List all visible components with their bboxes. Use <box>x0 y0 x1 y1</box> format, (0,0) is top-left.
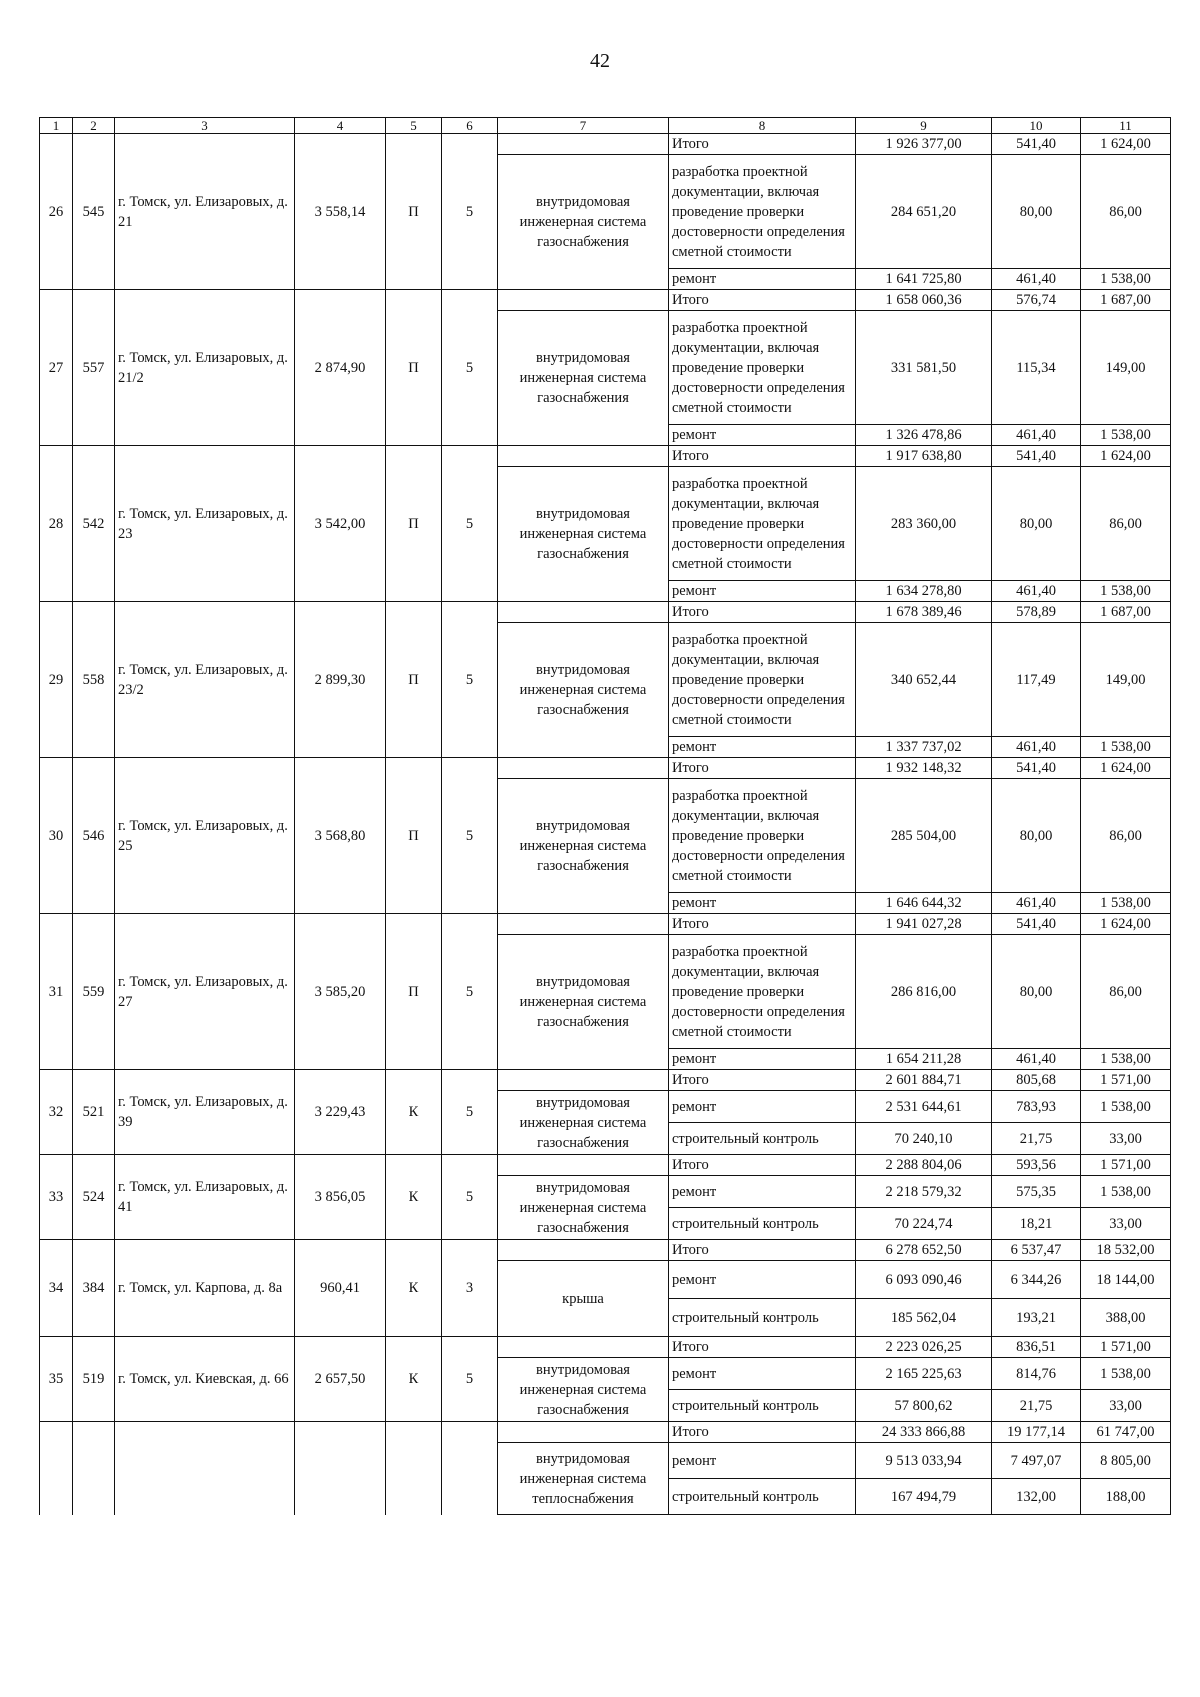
unit-cost-cell: 6 344,26 <box>992 1261 1081 1299</box>
work-name-cell: ремонт <box>669 893 856 914</box>
limit-cost-cell: 33,00 <box>1081 1390 1171 1422</box>
area-cell: 3 558,14 <box>295 134 386 290</box>
total-row <box>40 290 1171 311</box>
system-name-cell: внутридомовая инженерная система газоснабжения <box>498 779 669 914</box>
system-blank-cell <box>498 134 669 155</box>
unit-cost-cell: 576,74 <box>992 290 1081 311</box>
limit-cost-cell: 1 571,00 <box>1081 1070 1171 1091</box>
cost-cell: 57 800,62 <box>856 1390 992 1422</box>
system-blank-cell <box>498 1155 669 1176</box>
system-blank-cell <box>498 914 669 935</box>
work-name-cell: разработка проектной документации, включая проведение проверки достоверности определения сметной стоимости <box>669 623 856 737</box>
floors-cell: 5 <box>442 1070 498 1155</box>
area-cell: 3 585,20 <box>295 914 386 1070</box>
limit-cost-cell: 18 144,00 <box>1081 1261 1171 1299</box>
limit-cost-cell: 188,00 <box>1081 1479 1171 1515</box>
system-name-cell: внутридомовая инженерная система газоснабжения <box>498 1358 669 1422</box>
work-name-cell: ремонт <box>669 1261 856 1299</box>
address-cell: г. Томск, ул. Елизаровых, д. 21 <box>115 134 295 290</box>
total-label-cell: Итого <box>669 758 856 779</box>
limit-cost-cell: 1 538,00 <box>1081 893 1171 914</box>
unit-cost-cell: 193,21 <box>992 1299 1081 1337</box>
system-blank-cell <box>498 758 669 779</box>
system-blank-cell <box>498 602 669 623</box>
address-cell: г. Томск, ул. Елизаровых, д. 23 <box>115 446 295 602</box>
floors-cell: 5 <box>442 134 498 290</box>
work-name-cell: ремонт <box>669 1443 856 1479</box>
house-id-cell: 542 <box>73 446 115 602</box>
unit-cost-cell: 7 497,07 <box>992 1443 1081 1479</box>
row-number-cell: 35 <box>40 1337 73 1422</box>
cost-cell: 167 494,79 <box>856 1479 992 1515</box>
cost-cell: 2 601 884,71 <box>856 1070 992 1091</box>
limit-cost-cell: 86,00 <box>1081 155 1171 269</box>
total-label-cell: Итого <box>669 914 856 935</box>
system-name-cell: внутридомовая инженерная система газоснабжения <box>498 1176 669 1240</box>
row-number-cell: 29 <box>40 602 73 758</box>
total-row <box>40 1070 1171 1091</box>
row-number-cell: 34 <box>40 1240 73 1337</box>
cost-cell: 70 224,74 <box>856 1208 992 1240</box>
work-type-cell: П <box>386 290 442 446</box>
unit-cost-cell: 21,75 <box>992 1123 1081 1155</box>
cost-cell: 285 504,00 <box>856 779 992 893</box>
cost-cell: 1 932 148,32 <box>856 758 992 779</box>
unit-cost-cell: 593,56 <box>992 1155 1081 1176</box>
unit-cost-cell: 805,68 <box>992 1070 1081 1091</box>
cost-cell: 6 093 090,46 <box>856 1261 992 1299</box>
row-number-cell: 32 <box>40 1070 73 1155</box>
cost-cell: 2 288 804,06 <box>856 1155 992 1176</box>
total-label-cell: Итого <box>669 1070 856 1091</box>
area-cell: 3 856,05 <box>295 1155 386 1240</box>
total-label-cell: Итого <box>669 1155 856 1176</box>
system-name-cell: внутридомовая инженерная система газоснабжения <box>498 1091 669 1155</box>
cost-cell: 1 326 478,86 <box>856 425 992 446</box>
unit-cost-cell: 461,40 <box>992 893 1081 914</box>
house-id-cell: 384 <box>73 1240 115 1337</box>
address-cell: г. Томск, ул. Карпова, д. 8а <box>115 1240 295 1337</box>
house-id-cell <box>73 1422 115 1515</box>
cost-cell: 1 678 389,46 <box>856 602 992 623</box>
cost-cell: 2 223 026,25 <box>856 1337 992 1358</box>
row-number-cell: 30 <box>40 758 73 914</box>
area-cell: 2 657,50 <box>295 1337 386 1422</box>
limit-cost-cell: 1 571,00 <box>1081 1337 1171 1358</box>
floors-cell <box>442 1422 498 1515</box>
limit-cost-cell: 1 538,00 <box>1081 269 1171 290</box>
unit-cost-cell: 541,40 <box>992 758 1081 779</box>
limit-cost-cell: 86,00 <box>1081 467 1171 581</box>
house-id-cell: 557 <box>73 290 115 446</box>
unit-cost-cell: 132,00 <box>992 1479 1081 1515</box>
cost-cell: 1 654 211,28 <box>856 1049 992 1070</box>
total-label-cell: Итого <box>669 290 856 311</box>
work-name-cell: строительный контроль <box>669 1123 856 1155</box>
cost-cell: 1 658 060,36 <box>856 290 992 311</box>
cost-cell: 331 581,50 <box>856 311 992 425</box>
work-name-cell: строительный контроль <box>669 1299 856 1337</box>
column-header-8: 8 <box>669 118 856 134</box>
cost-cell: 2 165 225,63 <box>856 1358 992 1390</box>
limit-cost-cell: 33,00 <box>1081 1123 1171 1155</box>
cost-cell: 185 562,04 <box>856 1299 992 1337</box>
column-header-10: 10 <box>992 118 1081 134</box>
column-header-3: 3 <box>115 118 295 134</box>
row-number-cell: 27 <box>40 290 73 446</box>
unit-cost-cell: 80,00 <box>992 779 1081 893</box>
unit-cost-cell: 19 177,14 <box>992 1422 1081 1443</box>
limit-cost-cell: 1 538,00 <box>1081 425 1171 446</box>
unit-cost-cell: 461,40 <box>992 737 1081 758</box>
work-name-cell: разработка проектной документации, включая проведение проверки достоверности определения сметной стоимости <box>669 935 856 1049</box>
total-row <box>40 446 1171 467</box>
limit-cost-cell: 86,00 <box>1081 935 1171 1049</box>
unit-cost-cell: 461,40 <box>992 581 1081 602</box>
cost-cell: 70 240,10 <box>856 1123 992 1155</box>
unit-cost-cell: 461,40 <box>992 425 1081 446</box>
floors-cell: 5 <box>442 290 498 446</box>
house-id-cell: 546 <box>73 758 115 914</box>
address-cell: г. Томск, ул. Елизаровых, д. 41 <box>115 1155 295 1240</box>
work-name-cell: строительный контроль <box>669 1390 856 1422</box>
unit-cost-cell: 80,00 <box>992 935 1081 1049</box>
work-schedule-table <box>39 117 1171 1515</box>
limit-cost-cell: 1 624,00 <box>1081 758 1171 779</box>
limit-cost-cell: 1 538,00 <box>1081 1176 1171 1208</box>
floors-cell: 5 <box>442 1155 498 1240</box>
page-number: 42 <box>590 50 610 72</box>
unit-cost-cell: 461,40 <box>992 269 1081 290</box>
work-name-cell: разработка проектной документации, включая проведение проверки достоверности определения сметной стоимости <box>669 467 856 581</box>
unit-cost-cell: 814,76 <box>992 1358 1081 1390</box>
column-header-4: 4 <box>295 118 386 134</box>
work-name-cell: ремонт <box>669 1091 856 1123</box>
limit-cost-cell: 33,00 <box>1081 1208 1171 1240</box>
limit-cost-cell: 1 624,00 <box>1081 134 1171 155</box>
unit-cost-cell: 115,34 <box>992 311 1081 425</box>
work-type-cell: К <box>386 1337 442 1422</box>
unit-cost-cell: 578,89 <box>992 602 1081 623</box>
table-body <box>40 118 1171 1515</box>
row-number-cell: 28 <box>40 446 73 602</box>
system-name-cell: крыша <box>498 1261 669 1337</box>
total-row <box>40 1337 1171 1358</box>
work-type-cell: П <box>386 446 442 602</box>
work-name-cell: ремонт <box>669 581 856 602</box>
floors-cell: 5 <box>442 758 498 914</box>
house-id-cell: 558 <box>73 602 115 758</box>
column-header-2: 2 <box>73 118 115 134</box>
cost-cell: 286 816,00 <box>856 935 992 1049</box>
limit-cost-cell: 149,00 <box>1081 311 1171 425</box>
system-name-cell: внутридомовая инженерная система газоснабжения <box>498 311 669 446</box>
house-id-cell: 519 <box>73 1337 115 1422</box>
house-id-cell: 521 <box>73 1070 115 1155</box>
floors-cell: 5 <box>442 1337 498 1422</box>
system-name-cell: внутридомовая инженерная система газоснабжения <box>498 467 669 602</box>
unit-cost-cell: 18,21 <box>992 1208 1081 1240</box>
system-blank-cell <box>498 290 669 311</box>
cost-cell: 1 641 725,80 <box>856 269 992 290</box>
limit-cost-cell: 1 538,00 <box>1081 1049 1171 1070</box>
system-blank-cell <box>498 446 669 467</box>
limit-cost-cell: 18 532,00 <box>1081 1240 1171 1261</box>
limit-cost-cell: 1 571,00 <box>1081 1155 1171 1176</box>
address-cell: г. Томск, ул. Елизаровых, д. 27 <box>115 914 295 1070</box>
column-header-11: 11 <box>1081 118 1171 134</box>
work-name-cell: ремонт <box>669 1049 856 1070</box>
header-row <box>40 118 1171 134</box>
work-type-cell: К <box>386 1070 442 1155</box>
total-label-cell: Итого <box>669 1240 856 1261</box>
system-blank-cell <box>498 1337 669 1358</box>
unit-cost-cell: 6 537,47 <box>992 1240 1081 1261</box>
cost-cell: 1 337 737,02 <box>856 737 992 758</box>
cost-cell: 9 513 033,94 <box>856 1443 992 1479</box>
system-blank-cell <box>498 1422 669 1443</box>
area-cell <box>295 1422 386 1515</box>
floors-cell: 3 <box>442 1240 498 1337</box>
total-row <box>40 1240 1171 1261</box>
area-cell: 3 229,43 <box>295 1070 386 1155</box>
unit-cost-cell: 783,93 <box>992 1091 1081 1123</box>
work-type-cell: П <box>386 758 442 914</box>
cost-cell: 24 333 866,88 <box>856 1422 992 1443</box>
cost-cell: 1 917 638,80 <box>856 446 992 467</box>
area-cell: 3 542,00 <box>295 446 386 602</box>
row-number-cell: 26 <box>40 134 73 290</box>
cost-cell: 2 218 579,32 <box>856 1176 992 1208</box>
cost-cell: 340 652,44 <box>856 623 992 737</box>
work-name-cell: ремонт <box>669 1176 856 1208</box>
cost-cell: 284 651,20 <box>856 155 992 269</box>
row-number-cell: 33 <box>40 1155 73 1240</box>
house-id-cell: 545 <box>73 134 115 290</box>
unit-cost-cell: 80,00 <box>992 155 1081 269</box>
limit-cost-cell: 1 538,00 <box>1081 737 1171 758</box>
total-row <box>40 1155 1171 1176</box>
limit-cost-cell: 388,00 <box>1081 1299 1171 1337</box>
work-type-cell: П <box>386 602 442 758</box>
limit-cost-cell: 8 805,00 <box>1081 1443 1171 1479</box>
total-label-cell: Итого <box>669 1422 856 1443</box>
limit-cost-cell: 1 538,00 <box>1081 581 1171 602</box>
work-name-cell: строительный контроль <box>669 1208 856 1240</box>
address-cell: г. Томск, ул. Елизаровых, д. 39 <box>115 1070 295 1155</box>
address-cell: г. Томск, ул. Елизаровых, д. 21/2 <box>115 290 295 446</box>
cost-cell: 283 360,00 <box>856 467 992 581</box>
address-cell: г. Томск, ул. Елизаровых, д. 23/2 <box>115 602 295 758</box>
work-name-cell: разработка проектной документации, включая проведение проверки достоверности определения сметной стоимости <box>669 155 856 269</box>
total-row <box>40 1422 1171 1443</box>
house-id-cell: 559 <box>73 914 115 1070</box>
column-header-6: 6 <box>442 118 498 134</box>
limit-cost-cell: 1 624,00 <box>1081 914 1171 935</box>
limit-cost-cell: 1 538,00 <box>1081 1358 1171 1390</box>
floors-cell: 5 <box>442 602 498 758</box>
floors-cell: 5 <box>442 446 498 602</box>
work-name-cell: разработка проектной документации, включая проведение проверки достоверности определения сметной стоимости <box>669 311 856 425</box>
floors-cell: 5 <box>442 914 498 1070</box>
work-name-cell: ремонт <box>669 737 856 758</box>
column-header-7: 7 <box>498 118 669 134</box>
area-cell: 3 568,80 <box>295 758 386 914</box>
system-name-cell: внутридомовая инженерная система газоснабжения <box>498 623 669 758</box>
total-row <box>40 914 1171 935</box>
work-type-cell: К <box>386 1240 442 1337</box>
total-label-cell: Итого <box>669 446 856 467</box>
cost-cell: 1 941 027,28 <box>856 914 992 935</box>
work-type-cell: П <box>386 914 442 1070</box>
address-cell: г. Томск, ул. Киевская, д. 66 <box>115 1337 295 1422</box>
work-type-cell: П <box>386 134 442 290</box>
limit-cost-cell: 61 747,00 <box>1081 1422 1171 1443</box>
row-number-cell: 31 <box>40 914 73 1070</box>
unit-cost-cell: 541,40 <box>992 446 1081 467</box>
cost-cell: 1 646 644,32 <box>856 893 992 914</box>
unit-cost-cell: 541,40 <box>992 134 1081 155</box>
limit-cost-cell: 1 687,00 <box>1081 290 1171 311</box>
row-number-cell <box>40 1422 73 1515</box>
system-name-cell: внутридомовая инженерная система теплоснабжения <box>498 1443 669 1515</box>
total-row <box>40 602 1171 623</box>
limit-cost-cell: 86,00 <box>1081 779 1171 893</box>
work-name-cell: строительный контроль <box>669 1479 856 1515</box>
work-name-cell: ремонт <box>669 425 856 446</box>
cost-cell: 6 278 652,50 <box>856 1240 992 1261</box>
column-header-5: 5 <box>386 118 442 134</box>
unit-cost-cell: 461,40 <box>992 1049 1081 1070</box>
work-name-cell: разработка проектной документации, включая проведение проверки достоверности определения сметной стоимости <box>669 779 856 893</box>
house-id-cell: 524 <box>73 1155 115 1240</box>
work-name-cell: ремонт <box>669 1358 856 1390</box>
column-header-1: 1 <box>40 118 73 134</box>
area-cell: 2 899,30 <box>295 602 386 758</box>
cost-cell: 1 634 278,80 <box>856 581 992 602</box>
work-name-cell: ремонт <box>669 269 856 290</box>
total-label-cell: Итого <box>669 602 856 623</box>
system-blank-cell <box>498 1070 669 1091</box>
address-cell <box>115 1422 295 1515</box>
total-row <box>40 758 1171 779</box>
work-type-cell <box>386 1422 442 1515</box>
total-row <box>40 134 1171 155</box>
limit-cost-cell: 1 624,00 <box>1081 446 1171 467</box>
unit-cost-cell: 575,35 <box>992 1176 1081 1208</box>
work-type-cell: К <box>386 1155 442 1240</box>
unit-cost-cell: 80,00 <box>992 467 1081 581</box>
system-blank-cell <box>498 1240 669 1261</box>
limit-cost-cell: 1 687,00 <box>1081 602 1171 623</box>
system-name-cell: внутридомовая инженерная система газоснабжения <box>498 935 669 1070</box>
cost-cell: 2 531 644,61 <box>856 1091 992 1123</box>
unit-cost-cell: 21,75 <box>992 1390 1081 1422</box>
area-cell: 960,41 <box>295 1240 386 1337</box>
address-cell: г. Томск, ул. Елизаровых, д. 25 <box>115 758 295 914</box>
system-name-cell: внутридомовая инженерная система газоснабжения <box>498 155 669 290</box>
unit-cost-cell: 541,40 <box>992 914 1081 935</box>
area-cell: 2 874,90 <box>295 290 386 446</box>
unit-cost-cell: 117,49 <box>992 623 1081 737</box>
column-header-9: 9 <box>856 118 992 134</box>
limit-cost-cell: 1 538,00 <box>1081 1091 1171 1123</box>
total-label-cell: Итого <box>669 1337 856 1358</box>
unit-cost-cell: 836,51 <box>992 1337 1081 1358</box>
total-label-cell: Итого <box>669 134 856 155</box>
limit-cost-cell: 149,00 <box>1081 623 1171 737</box>
cost-cell: 1 926 377,00 <box>856 134 992 155</box>
